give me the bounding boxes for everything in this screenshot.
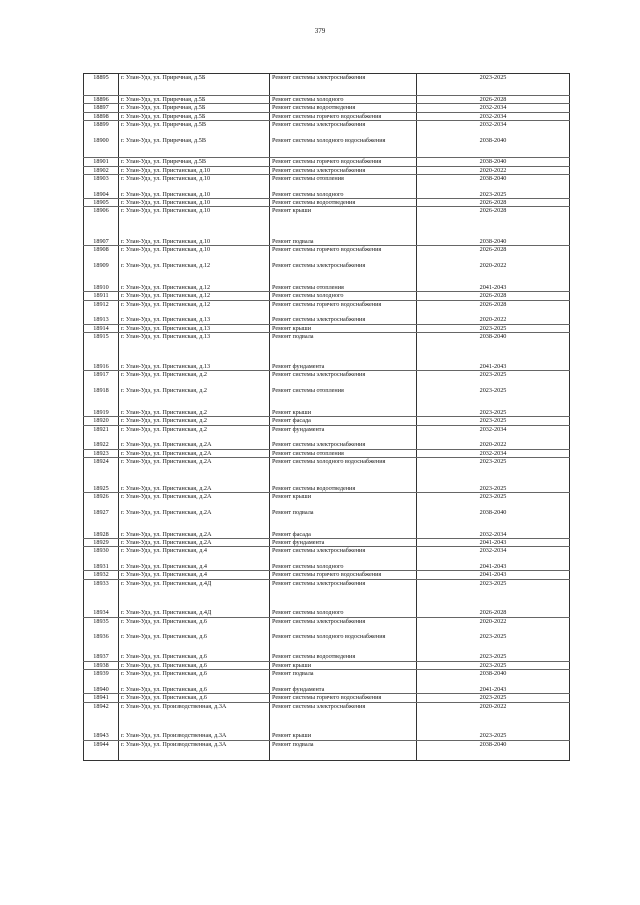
row-period: 2023-2025 [417, 653, 570, 661]
row-period: 2038-2040 [417, 509, 570, 531]
row-work-type: Ремонт системы горячего водоснабжения [270, 246, 417, 262]
row-work-type: Ремонт крыши [270, 493, 417, 509]
row-period: 2032-2034 [417, 547, 570, 563]
row-period: 2038-2040 [417, 670, 570, 686]
row-address: г. Улан-Удэ, ул. Пристанская, д.13 [119, 316, 270, 324]
row-work-type: Ремонт фундамента [270, 425, 417, 441]
row-address: г. Улан-Удэ, ул. Пристанская, д.6 [119, 617, 270, 633]
row-address: г. Улан-Удэ, ул. Пристанская, д.10 [119, 246, 270, 262]
row-work-type: Ремонт системы электроснабжения [270, 166, 417, 174]
row-work-type: Ремонт фундамента [270, 539, 417, 547]
row-period: 2023-2025 [417, 485, 570, 493]
row-address: г. Улан-Удэ, ул. Пристанская, д.2А [119, 493, 270, 509]
row-work-type: Ремонт системы электроснабжения [270, 74, 417, 96]
row-address: г. Улан-Удэ, ул. Пристанская, д.2 [119, 409, 270, 417]
table-row [84, 694, 570, 702]
row-address: г. Улан-Удэ, ул. Приречная, д.5В [119, 158, 270, 166]
row-period: 2023-2025 [417, 74, 570, 96]
table-row [84, 531, 570, 539]
row-number: 18915 [84, 333, 119, 363]
row-number: 18895 [84, 74, 119, 96]
table-row [84, 686, 570, 694]
table-body [84, 74, 570, 761]
row-work-type: Ремонт подвала [270, 740, 417, 760]
row-number: 18906 [84, 207, 119, 238]
row-address: г. Улан-Удэ, ул. Пристанская, д.12 [119, 300, 270, 316]
row-work-type: Ремонт системы электроснабжения [270, 702, 417, 732]
row-number: 18910 [84, 284, 119, 292]
row-work-type: Ремонт крыши [270, 661, 417, 669]
table-row [84, 207, 570, 238]
table-row [84, 199, 570, 207]
table-row [84, 292, 570, 300]
table-row [84, 485, 570, 493]
row-address: г. Улан-Удэ, ул. Пристанская, д.4 [119, 571, 270, 579]
row-address: г. Улан-Удэ, ул. Пристанская, д.2 [119, 371, 270, 387]
row-work-type: Ремонт крыши [270, 207, 417, 238]
row-address: г. Улан-Удэ, ул. Пристанская, д.10 [119, 207, 270, 238]
row-work-type: Ремонт системы отопления [270, 284, 417, 292]
row-work-type: Ремонт подвала [270, 333, 417, 363]
row-period: 2041-2043 [417, 686, 570, 694]
row-number: 18912 [84, 300, 119, 316]
row-address: г. Улан-Удэ, ул. Приречная, д.5В [119, 121, 270, 137]
row-number: 18924 [84, 458, 119, 485]
row-number: 18920 [84, 417, 119, 425]
row-address: г. Улан-Удэ, ул. Пристанская, д.4 [119, 547, 270, 563]
table-row [84, 246, 570, 262]
row-period: 2026-2028 [417, 96, 570, 104]
row-address: г. Улан-Удэ, ул. Приречная, д.5Б [119, 104, 270, 112]
row-number: 18930 [84, 547, 119, 563]
row-period: 2041-2043 [417, 571, 570, 579]
row-number: 18911 [84, 292, 119, 300]
row-address: г. Улан-Удэ, ул. Пристанская, д.6 [119, 661, 270, 669]
row-address: г. Улан-Удэ, ул. Пристанская, д.2А [119, 458, 270, 485]
table-row [84, 387, 570, 409]
row-period: 2026-2028 [417, 609, 570, 617]
row-work-type: Ремонт системы электроснабжения [270, 262, 417, 284]
row-work-type: Ремонт системы электроснабжения [270, 371, 417, 387]
row-address: г. Улан-Удэ, ул. Пристанская, д.6 [119, 686, 270, 694]
row-period: 2023-2025 [417, 633, 570, 653]
row-period: 2023-2025 [417, 458, 570, 485]
row-number: 18944 [84, 740, 119, 760]
table-row [84, 417, 570, 425]
row-address: г. Улан-Удэ, ул. Пристанская, д.13 [119, 333, 270, 363]
table-row [84, 449, 570, 457]
table-row [84, 175, 570, 191]
row-number: 18914 [84, 324, 119, 332]
row-period: 2023-2025 [417, 387, 570, 409]
row-number: 18926 [84, 493, 119, 509]
row-number: 18943 [84, 732, 119, 740]
row-work-type: Ремонт системы электроснабжения [270, 441, 417, 449]
table-row [84, 112, 570, 120]
row-address: г. Улан-Удэ, ул. Пристанская, д.2 [119, 387, 270, 409]
table-row [84, 547, 570, 563]
row-period: 2041-2043 [417, 539, 570, 547]
row-work-type: Ремонт системы горячего водоснабжения [270, 158, 417, 166]
row-work-type: Ремонт фундамента [270, 686, 417, 694]
row-number: 18929 [84, 539, 119, 547]
row-address: г. Улан-Удэ, ул. Пристанская, д.6 [119, 694, 270, 702]
row-address: г. Улан-Удэ, ул. Приречная, д.5Б [119, 74, 270, 96]
row-number: 18898 [84, 112, 119, 120]
table-row [84, 493, 570, 509]
row-work-type: Ремонт системы холодного [270, 609, 417, 617]
row-number: 18935 [84, 617, 119, 633]
row-number: 18932 [84, 571, 119, 579]
row-period: 2023-2025 [417, 579, 570, 609]
row-work-type: Ремонт крыши [270, 324, 417, 332]
row-address: г. Улан-Удэ, ул. Пристанская, д.12 [119, 262, 270, 284]
row-work-type: Ремонт системы водоотведения [270, 485, 417, 493]
row-address: г. Улан-Удэ, ул. Производственная, д.3А [119, 740, 270, 760]
table-row [84, 441, 570, 449]
row-number: 18904 [84, 191, 119, 199]
table-row [84, 509, 570, 531]
table-row [84, 409, 570, 417]
table-row [84, 653, 570, 661]
row-work-type: Ремонт системы электроснабжения [270, 316, 417, 324]
table-row [84, 284, 570, 292]
row-period: 2020-2022 [417, 316, 570, 324]
row-address: г. Улан-Удэ, ул. Пристанская, д.10 [119, 191, 270, 199]
row-number: 18940 [84, 686, 119, 694]
row-number: 18922 [84, 441, 119, 449]
row-address: г. Улан-Удэ, ул. Пристанская, д.13 [119, 324, 270, 332]
table-row [84, 74, 570, 96]
row-period: 2038-2040 [417, 137, 570, 158]
row-work-type: Ремонт системы электроснабжения [270, 579, 417, 609]
row-period: 2032-2034 [417, 121, 570, 137]
table-row [84, 571, 570, 579]
row-work-type: Ремонт системы холодного водоснабжения [270, 633, 417, 653]
row-period: 2026-2028 [417, 199, 570, 207]
table-row [84, 609, 570, 617]
row-work-type: Ремонт фасада [270, 417, 417, 425]
row-work-type: Ремонт системы водоотведения [270, 653, 417, 661]
table-row [84, 137, 570, 158]
row-work-type: Ремонт системы горячего водоснабжения [270, 694, 417, 702]
row-work-type: Ремонт системы холодного [270, 563, 417, 571]
row-work-type: Ремонт системы отопления [270, 175, 417, 191]
row-period: 2020-2022 [417, 617, 570, 633]
row-address: г. Улан-Удэ, ул. Пристанская, д.6 [119, 653, 270, 661]
row-address: г. Улан-Удэ, ул. Пристанская, д.4Д [119, 609, 270, 617]
table-row [84, 121, 570, 137]
table-row [84, 104, 570, 112]
table-row [84, 300, 570, 316]
row-period: 2020-2022 [417, 262, 570, 284]
row-work-type: Ремонт системы холодного водоснабжения [270, 137, 417, 158]
row-period: 2032-2034 [417, 531, 570, 539]
row-address: г. Улан-Удэ, ул. Пристанская, д.6 [119, 633, 270, 653]
table-row [84, 316, 570, 324]
row-number: 18901 [84, 158, 119, 166]
row-number: 18919 [84, 409, 119, 417]
repair-schedule-table [83, 73, 570, 761]
row-work-type: Ремонт фундамента [270, 363, 417, 371]
row-address: г. Улан-Удэ, ул. Пристанская, д.10 [119, 166, 270, 174]
table-row [84, 458, 570, 485]
row-period: 2023-2025 [417, 324, 570, 332]
table-row [84, 633, 570, 653]
page-number: 379 [314, 27, 326, 35]
row-period: 2023-2025 [417, 417, 570, 425]
row-work-type: Ремонт системы электроснабжения [270, 121, 417, 137]
row-period: 2038-2040 [417, 333, 570, 363]
row-number: 18907 [84, 238, 119, 246]
table-row [84, 702, 570, 732]
table-row [84, 563, 570, 571]
row-period: 2032-2034 [417, 112, 570, 120]
table-row [84, 579, 570, 609]
row-number: 18937 [84, 653, 119, 661]
row-address: г. Улан-Удэ, ул. Пристанская, д.2А [119, 485, 270, 493]
row-address: г. Улан-Удэ, ул. Пристанская, д.10 [119, 175, 270, 191]
row-address: г. Улан-Удэ, ул. Пристанская, д.2А [119, 449, 270, 457]
table-row [84, 238, 570, 246]
row-number: 18942 [84, 702, 119, 732]
row-number: 18931 [84, 563, 119, 571]
row-period: 2038-2040 [417, 740, 570, 760]
row-address: г. Улан-Удэ, ул. Приречная, д.5Б [119, 112, 270, 120]
row-period: 2041-2043 [417, 284, 570, 292]
table-row [84, 740, 570, 760]
row-address: г. Улан-Удэ, ул. Пристанская, д.2 [119, 417, 270, 425]
row-number: 18917 [84, 371, 119, 387]
row-work-type: Ремонт системы горячего водоснабжения [270, 571, 417, 579]
row-number: 18921 [84, 425, 119, 441]
row-address: г. Улан-Удэ, ул. Пристанская, д.12 [119, 292, 270, 300]
row-work-type: Ремонт подвала [270, 509, 417, 531]
row-period: 2032-2034 [417, 425, 570, 441]
row-address: г. Улан-Удэ, ул. Пристанская, д.10 [119, 238, 270, 246]
row-address: г. Улан-Удэ, ул. Производственная, д.3А [119, 732, 270, 740]
row-work-type: Ремонт системы горячего водоснабжения [270, 112, 417, 120]
row-period: 2032-2034 [417, 449, 570, 457]
row-number: 18939 [84, 670, 119, 686]
row-work-type: Ремонт системы водоотведения [270, 104, 417, 112]
row-period: 2026-2028 [417, 246, 570, 262]
table-row [84, 670, 570, 686]
row-number: 18941 [84, 694, 119, 702]
row-work-type: Ремонт крыши [270, 409, 417, 417]
row-work-type: Ремонт системы отопления [270, 387, 417, 409]
row-period: 2026-2028 [417, 292, 570, 300]
row-work-type: Ремонт системы холодного водоснабжения [270, 458, 417, 485]
row-number: 18909 [84, 262, 119, 284]
row-address: г. Улан-Удэ, ул. Пристанская, д.13 [119, 363, 270, 371]
row-period: 2023-2025 [417, 493, 570, 509]
table-row [84, 425, 570, 441]
row-work-type: Ремонт подвала [270, 670, 417, 686]
row-number: 18897 [84, 104, 119, 112]
row-period: 2038-2040 [417, 238, 570, 246]
row-number: 18938 [84, 661, 119, 669]
row-period: 2026-2028 [417, 207, 570, 238]
row-work-type: Ремонт системы горячего водоснабжения [270, 300, 417, 316]
row-number: 18925 [84, 485, 119, 493]
row-period: 2023-2025 [417, 661, 570, 669]
row-number: 18918 [84, 387, 119, 409]
row-number: 18896 [84, 96, 119, 104]
table-row [84, 539, 570, 547]
row-number: 18913 [84, 316, 119, 324]
table-row [84, 371, 570, 387]
table-row [84, 96, 570, 104]
row-work-type: Ремонт системы холодного [270, 191, 417, 199]
row-number: 18908 [84, 246, 119, 262]
row-period: 2023-2025 [417, 191, 570, 199]
row-period: 2041-2043 [417, 363, 570, 371]
row-work-type: Ремонт фасада [270, 531, 417, 539]
row-period: 2023-2025 [417, 371, 570, 387]
row-number: 18905 [84, 199, 119, 207]
row-period: 2032-2034 [417, 104, 570, 112]
row-work-type: Ремонт системы отопления [270, 449, 417, 457]
table-row [84, 262, 570, 284]
row-work-type: Ремонт крыши [270, 732, 417, 740]
row-period: 2038-2040 [417, 175, 570, 191]
row-address: г. Улан-Удэ, ул. Пристанская, д.2 [119, 425, 270, 441]
row-work-type: Ремонт системы электроснабжения [270, 547, 417, 563]
row-period: 2041-2043 [417, 563, 570, 571]
row-number: 18927 [84, 509, 119, 531]
row-number: 18928 [84, 531, 119, 539]
row-work-type: Ремонт системы электроснабжения [270, 617, 417, 633]
table-row [84, 158, 570, 166]
row-address: г. Улан-Удэ, ул. Пристанская, д.2А [119, 441, 270, 449]
row-period: 2023-2025 [417, 732, 570, 740]
row-address: г. Улан-Удэ, ул. Пристанская, д.4Д [119, 579, 270, 609]
row-number: 18902 [84, 166, 119, 174]
row-work-type: Ремонт подвала [270, 238, 417, 246]
row-address: г. Улан-Удэ, ул. Приречная, д.5Б [119, 96, 270, 104]
row-work-type: Ремонт системы холодного [270, 292, 417, 300]
row-period: 2038-2040 [417, 158, 570, 166]
row-number: 18899 [84, 121, 119, 137]
row-period: 2023-2025 [417, 409, 570, 417]
row-number: 18903 [84, 175, 119, 191]
row-number: 18923 [84, 449, 119, 457]
row-number: 18936 [84, 633, 119, 653]
row-address: г. Улан-Удэ, ул. Пристанская, д.4 [119, 563, 270, 571]
row-work-type: Ремонт системы водоотведения [270, 199, 417, 207]
row-address: г. Улан-Удэ, ул. Пристанская, д.2А [119, 509, 270, 531]
row-number: 18916 [84, 363, 119, 371]
row-period: 2020-2022 [417, 702, 570, 732]
row-address: г. Улан-Удэ, ул. Пристанская, д.12 [119, 284, 270, 292]
row-address: г. Улан-Удэ, ул. Пристанская, д.6 [119, 670, 270, 686]
row-address: г. Улан-Удэ, ул. Пристанская, д.10 [119, 199, 270, 207]
table-row [84, 732, 570, 740]
row-period: 2026-2028 [417, 300, 570, 316]
row-period: 2020-2022 [417, 441, 570, 449]
table-row [84, 166, 570, 174]
table-row [84, 333, 570, 363]
row-number: 18933 [84, 579, 119, 609]
row-address: г. Улан-Удэ, ул. Производственная, д.3А [119, 702, 270, 732]
table-row [84, 191, 570, 199]
table-row [84, 661, 570, 669]
row-address: г. Улан-Удэ, ул. Пристанская, д.2А [119, 531, 270, 539]
row-number: 18934 [84, 609, 119, 617]
row-address: г. Улан-Удэ, ул. Приречная, д.5В [119, 137, 270, 158]
row-number: 18900 [84, 137, 119, 158]
row-address: г. Улан-Удэ, ул. Пристанская, д.2А [119, 539, 270, 547]
table-row [84, 363, 570, 371]
row-period: 2020-2022 [417, 166, 570, 174]
table-row [84, 324, 570, 332]
row-work-type: Ремонт системы холодного [270, 96, 417, 104]
table-row [84, 617, 570, 633]
row-period: 2023-2025 [417, 694, 570, 702]
